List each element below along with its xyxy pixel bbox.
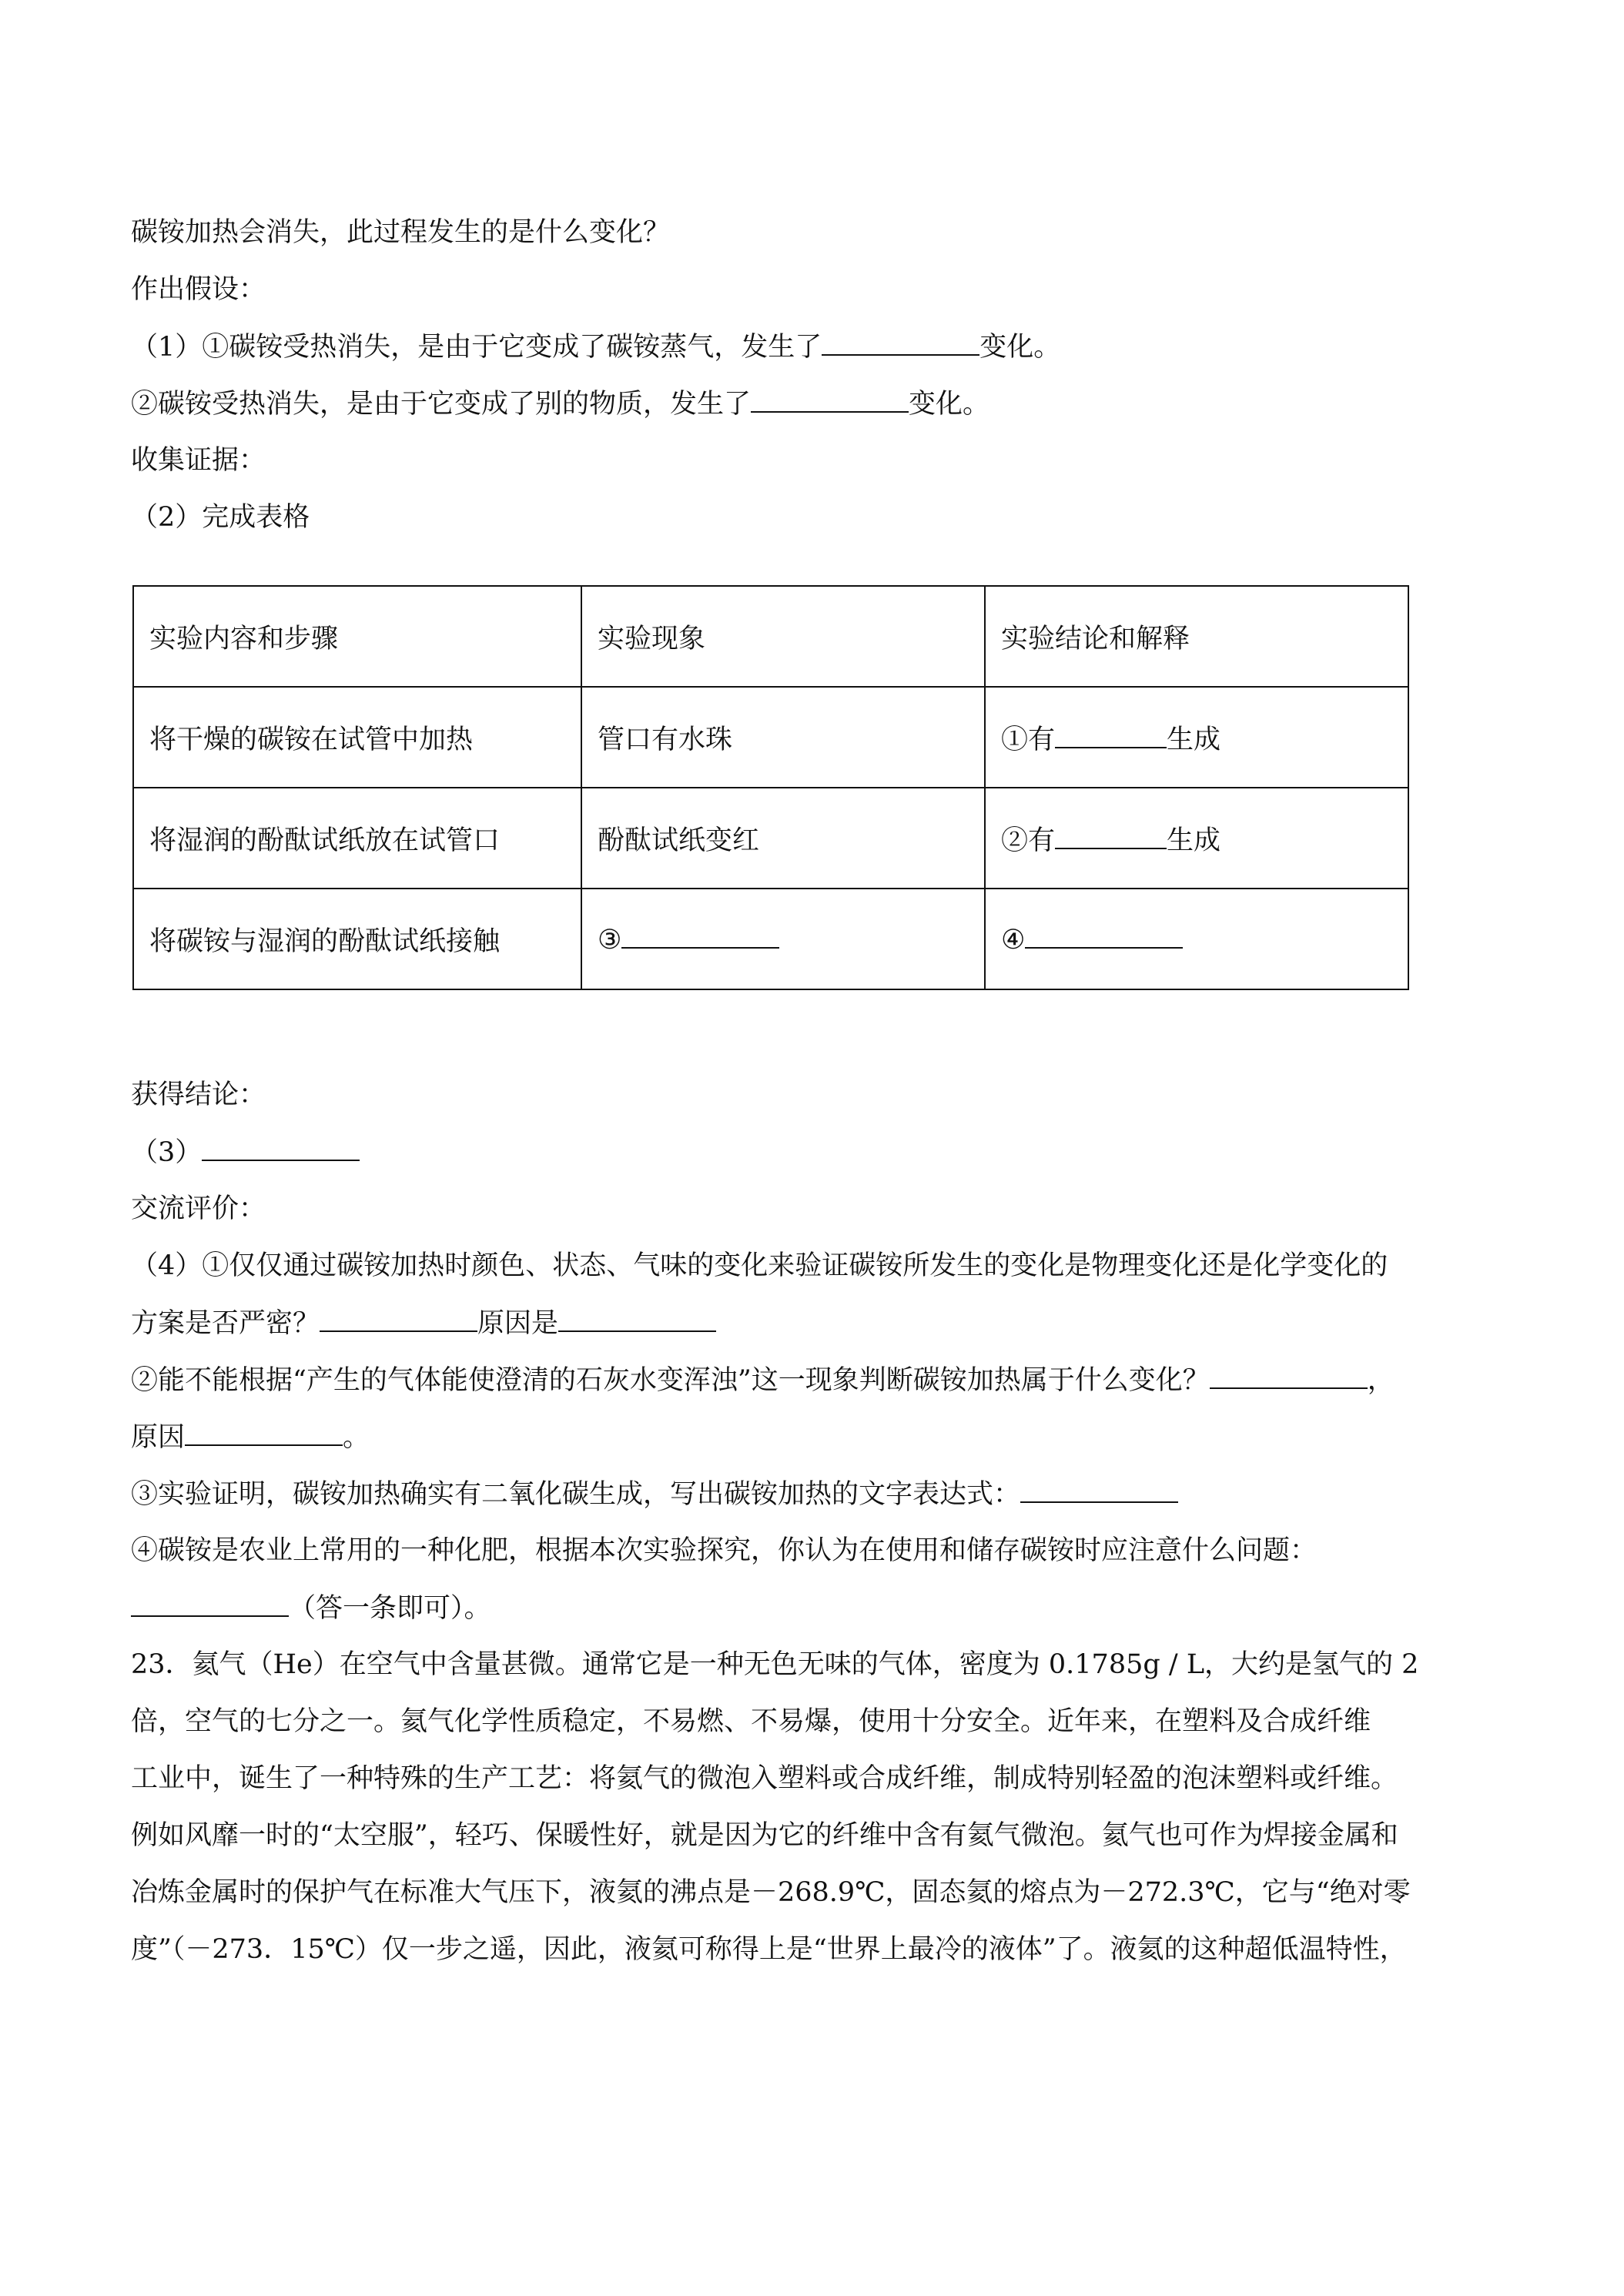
table-header-row (133, 586, 1408, 687)
experiment-table (132, 585, 1409, 990)
hypothesis-2-text: ②碳铵受热消失，是由于它变成了别的物质，发生了 (131, 389, 752, 420)
q4-1-text: 方案是否严密？ (131, 1308, 320, 1339)
q4-4-note: （答一条即可）。 (289, 1593, 491, 1624)
passage-23-line-2: 倍，空气的七分之一。氦气化学性质稳定，不易燃、不易爆，使用十分安全。近年来，在塑料及合成纤维 (131, 1706, 1371, 1737)
conclusion-heading: 获得结论： (131, 1079, 266, 1110)
q4-2-period: 。 (343, 1422, 370, 1453)
q4-2-text: ②能不能根据“产生的气体能使澄清的石灰水变浑浊”这一现象判断碳铵加热属于什么变化？ (131, 1365, 1210, 1396)
question-4-1-line-1: （4）①仅仅通过碳铵加热时颜色、状态、气味的变化来验证碳铵所发生的变化是物理变化还是化学变化的 (131, 1250, 1388, 1281)
question-4-3 (131, 1477, 1178, 1511)
conclusion-prefix: ①有 (1001, 724, 1056, 755)
answer-blank-4-1b[interactable] (558, 1306, 716, 1332)
passage-23-line-1: 23．氦气（He）在空气中含量甚微。通常它是一种无色无味的气体，密度为 0.1785g / L，大约是氢气的 2 (131, 1649, 1419, 1680)
table-row (133, 889, 1408, 989)
phenomenon-mark: ③ (598, 925, 622, 956)
question-4-2-line-1 (131, 1363, 1395, 1397)
question-4-1-line-2 (131, 1306, 716, 1340)
q4-2-reason-label: 原因 (131, 1422, 186, 1453)
conclusion-mark: ④ (1001, 925, 1026, 956)
conclusion-suffix: 生成 (1167, 724, 1221, 755)
q4-3-text: ③实验证明，碳铵加热确实有二氧化碳生成，写出碳铵加热的文字表达式： (131, 1479, 1021, 1510)
evidence-heading: 收集证据： (131, 445, 266, 476)
answer-blank-4-2a[interactable] (1210, 1363, 1368, 1389)
hypothesis-1-suffix: 变化。 (979, 332, 1061, 363)
conclusion-cell (985, 889, 1408, 989)
step-cell: 将干燥的碳铵在试管中加热 (133, 687, 581, 788)
question-4-2-line-2 (131, 1420, 370, 1454)
answer-blank-table-1[interactable] (1055, 722, 1167, 748)
answer-blank-table-3[interactable] (621, 922, 779, 949)
answer-blank-1[interactable] (822, 330, 979, 356)
hypothesis-1 (131, 330, 1060, 364)
header-cell-phenomenon: 实验现象 (581, 586, 985, 687)
answer-blank-4-2b[interactable] (185, 1420, 343, 1446)
answer-blank-4-1a[interactable] (320, 1306, 477, 1332)
q4-2-comma: ， (1367, 1365, 1395, 1396)
phenomenon-cell (581, 889, 985, 989)
answer-blank-2[interactable] (751, 387, 909, 413)
hypothesis-heading: 作出假设： (131, 274, 266, 305)
table-row (133, 788, 1408, 889)
hypothesis-2 (131, 387, 989, 421)
answer-blank-4-4[interactable] (131, 1591, 289, 1617)
header-cell-conclusion: 实验结论和解释 (985, 586, 1408, 687)
conclusion-cell (985, 687, 1408, 788)
passage-23-line-6: 度”（－273．15℃）仅一步之遥，因此，液氦可称得上是“世界上最冷的液体”了。液氦的这种超低温特性， (131, 1934, 1407, 1965)
evaluation-heading: 交流评价： (131, 1193, 266, 1224)
passage-23-line-5: 冶炼金属时的保护气在标准大气压下，液氦的沸点是－268.9℃，固态氦的熔点为－272.3℃，它与“绝对零 (131, 1877, 1411, 1908)
question-4-4-line-1: ④碳铵是农业上常用的一种化肥，根据本次实验探究，你认为在使用和储存碳铵时应注意什么问题： (131, 1535, 1318, 1566)
answer-blank-table-2[interactable] (1055, 823, 1167, 849)
hypothesis-2-suffix: 变化。 (909, 389, 990, 420)
table-row (133, 687, 1408, 788)
hypothesis-1-text: （1）①碳铵受热消失，是由于它变成了碳铵蒸气，发生了 (131, 332, 822, 363)
step-cell: 将湿润的酚酞试纸放在试管口 (133, 788, 581, 889)
table-caption: （2）完成表格 (131, 502, 310, 533)
header-cell-steps: 实验内容和步骤 (133, 586, 581, 687)
step-cell: 将碳铵与湿润的酚酞试纸接触 (133, 889, 581, 989)
q4-1-reason-label: 原因是 (477, 1308, 559, 1339)
passage-23-line-3: 工业中，诞生了一种特殊的生产工艺：将氦气的微泡入塑料或合成纤维，制成特别轻盈的泡沫塑料或纤维。 (131, 1763, 1398, 1794)
conclusion-cell (985, 788, 1408, 889)
answer-blank-3[interactable] (202, 1135, 360, 1161)
conclusion-prefix: ②有 (1001, 825, 1056, 856)
phenomenon-cell: 管口有水珠 (581, 687, 985, 788)
conclusion-suffix: 生成 (1167, 825, 1221, 856)
phenomenon-cell: 酚酞试纸变红 (581, 788, 985, 889)
answer-blank-table-4[interactable] (1025, 922, 1183, 949)
passage-23-line-4: 例如风靡一时的“太空服”，轻巧、保暖性好，就是因为它的纤维中含有氦气微泡。氦气也可作为焊接金属和 (131, 1820, 1398, 1851)
answer-blank-4-3[interactable] (1020, 1477, 1178, 1503)
question-4-4-line-2 (131, 1591, 491, 1625)
question-3 (131, 1135, 360, 1170)
question-3-label: （3） (131, 1137, 203, 1168)
intro-question: 碳铵加热会消失，此过程发生的是什么变化？ (131, 217, 671, 248)
